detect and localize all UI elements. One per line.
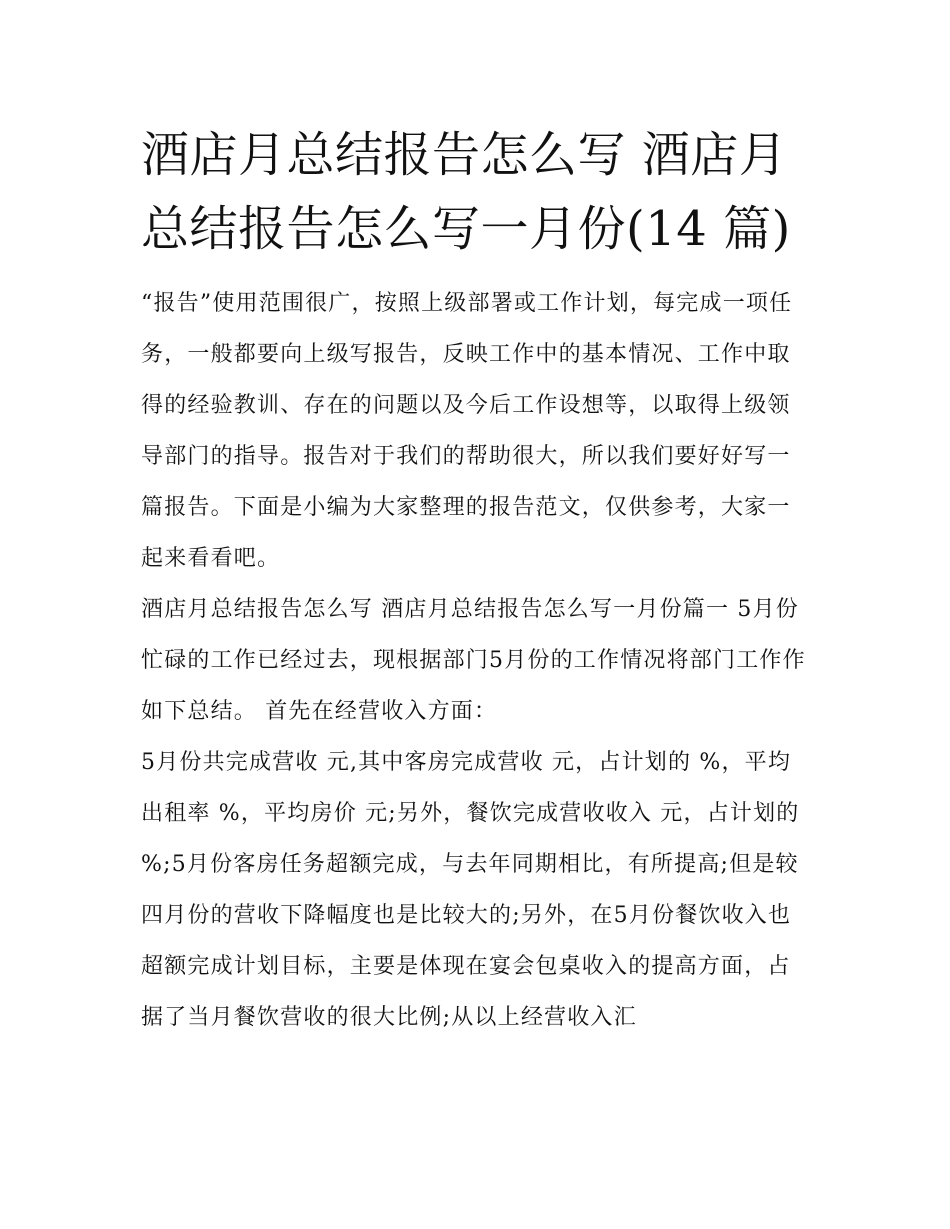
paragraph-analysis: %;5月份客房任务超额完成，与去年同期相比，有所提高;但是较四月份的营收下降幅度也是比较大的;另外，在5月份餐饮收入也超额完成计划目标，主要是体现在宴会包桌收入的提高方面，占据了当月餐饮营收的很大比例;从以上经营收入汇 <box>141 852 799 1030</box>
document-body <box>141 118 813 1043</box>
paragraph-section-one: 酒店月总结报告怎么写 酒店月总结报告怎么写一月份篇一 5月份忙碌的工作已经过去，现根据部门5月份的工作情况将部门工作作如下总结。 首先在经营收入方面： <box>141 597 806 724</box>
document-title: 酒店月总结报告怎么写 酒店月总结报告怎么写一月份(14 篇) <box>141 127 791 257</box>
paragraph-intro: “报告”使用范围很广，按照上级部署或工作计划，每完成一项任务，一般都要向上级写报告，反映工作中的基本情况、工作中取得的经验教训、存在的问题以及今后工作设想等，以取得上级领导部门的指导。报告对于我们的帮助很大，所以我们要好好写一篇报告。下面是小编为大家整理的报告范文，仅供参考，大家一起来看看吧。 <box>141 291 793 571</box>
paragraph-revenue: 5月份共完成营收 元,其中客房完成营收 元，占计划的 %，平均出租率 %，平均房价 元;另外，餐饮完成营收收入 元，占计划的 <box>141 750 800 826</box>
